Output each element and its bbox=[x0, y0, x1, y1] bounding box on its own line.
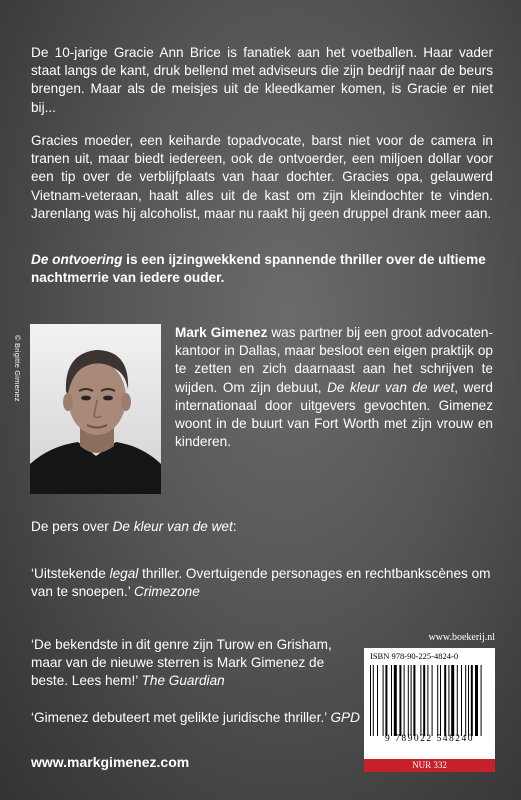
press-intro-text: De pers over bbox=[31, 519, 113, 534]
author-website[interactable]: www.markgimenez.com bbox=[31, 754, 190, 770]
quote-text: ‘De bekendste in dit genre zijn Turow en Grisham, maar van de nieuwe sterren is Mark Gimenez de beste. Lees hem!’ bbox=[31, 637, 332, 689]
isbn-label: ISBN 978-90-225-4824-0 bbox=[370, 651, 459, 661]
barcode-panel bbox=[364, 648, 495, 759]
barcode-icon bbox=[370, 665, 489, 736]
author-name: Mark Gimenez bbox=[175, 325, 268, 340]
quote-emphasis: legal bbox=[109, 566, 139, 581]
press-intro-colon: : bbox=[232, 519, 237, 534]
quote-source: The Guardian bbox=[141, 673, 225, 689]
press-quote-crimezone bbox=[31, 565, 493, 601]
quote-text: thriller. Overtuigende personages en rechtbankscènes om van te snoepen.’ bbox=[31, 566, 491, 600]
blurb-paragraph-1: De 10-jarige Gracie Ann Brice is fanatiek aan het voetballen. Haar vader staat langs de kant, druk bellend met adviseurs die zijn bedrijf naar de beurs brengen. Maar als de meisjes uit de kleedkamer komen, is Gracie er niet bij... bbox=[31, 45, 493, 115]
publisher-url[interactable]: www.boekerij.nl bbox=[428, 632, 495, 643]
bio-text-2: , werd internationaal door uitgevers gevochten. Gimenez woont in de buurt van Fort Worth met zijn vrouw en kinderen. bbox=[175, 379, 493, 450]
book-title: De ontvoering bbox=[31, 252, 123, 267]
press-quote-guardian bbox=[31, 636, 341, 691]
quote-source: Crimezone bbox=[134, 584, 200, 600]
bio-text-1: was partner bij een groot advocaten-kantoor in Dallas, maar besloot een eigen praktijk op te zetten en zich daarnaast aan het schrijven te wijden. Om zijn debuut, bbox=[175, 325, 493, 395]
quote-text: ‘Gimenez debuteert met gelikte juridische thriller.’ bbox=[31, 710, 331, 725]
quote-text: ‘Uitstekende bbox=[31, 566, 110, 581]
barcode-number: 9 789022 548240 bbox=[385, 734, 474, 744]
author-photo bbox=[30, 324, 161, 494]
press-intro-book: De kleur van de wet bbox=[112, 519, 233, 534]
quote-source: GPD bbox=[330, 710, 360, 725]
tagline-text: is een ijzingwekkend spannende thriller over de ultieme nachtmerrie van iedere ouder. bbox=[31, 252, 486, 286]
photo-credit: © Brigitte Gimenez bbox=[13, 335, 22, 402]
press-intro bbox=[31, 519, 237, 534]
blurb-tagline bbox=[31, 251, 493, 287]
author-bio bbox=[175, 324, 493, 451]
press-quote-gpd bbox=[31, 709, 361, 727]
bio-book-title: De kleur van de wet bbox=[327, 379, 455, 395]
author-portrait-image bbox=[30, 324, 161, 494]
nur-label: NUR 332 bbox=[364, 759, 495, 772]
blurb-paragraph-2: Gracies moeder, een keiharde topadvocate, barst niet voor de camera in tranen uit, maar biedt iedereen, ook de ontvoerder, een miljoen dollar voor een tip over de verblijfplaats van haar dochter. Gracies opa, gelauwerd Vietnam-veteraan, haalt alles uit de kast om zijn kleindochter te vinden. Jarenlang was hij alcoholist, maar nu raakt hij geen druppel drank meer aan. bbox=[31, 133, 493, 221]
